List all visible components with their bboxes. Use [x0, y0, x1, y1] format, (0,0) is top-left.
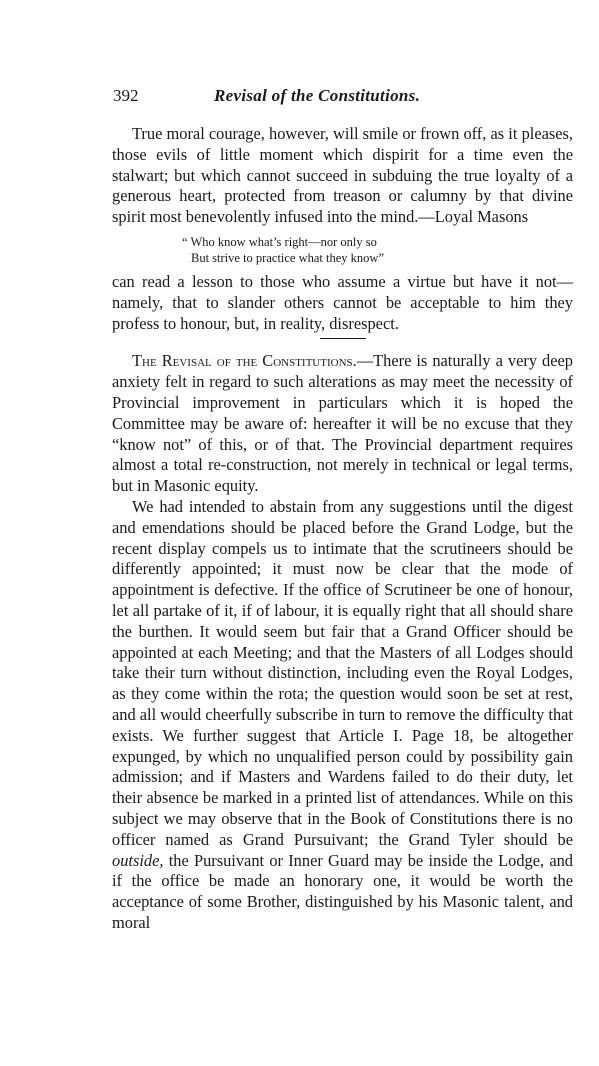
- page-header: [113, 86, 573, 110]
- paragraph-scrutineers: [112, 497, 573, 934]
- paragraph-revisal-text: —There is naturally a very deep anxiety felt in regard to such alterations as may meet the necessity of Provincial improvement in particulars which it is hoped the Committee may be aware of: hereafter it will be no excuse that they “know not” of this, or of that. The Provincial department requires almost a total re-construction, not merely in technical or legal terms, but in Masonic equity.: [112, 351, 573, 496]
- section-divider: [320, 338, 366, 339]
- page-number: 392: [113, 86, 139, 105]
- verse-quotation: [182, 234, 573, 266]
- paragraph-scrutineers-text-a: We had intended to abstain from any suggestions until the digest and emendations should be placed before the Grand Lodge, but the recent display compels us to intimate that the scrutineers should be differently appointed; it must now be clear that the mode of appointment is defective. If the office of Scrutineer be one of honour, let all partake of it, if of labour, it is equally right that all should share the burthen. It would seem but fair that a Grand Officer should be appointed at each Meeting; and that the Masters of all Lodges should take their turn without distinction, including even the Royal Lodges, as they come within the rota; the question would soon be set at rest, and all would cheerfully subscribe in turn to remove the difficulty that exists. We further suggest that Article I. Page 18, be altogether expunged, by which no unqualified person could by possibility gain admission; and if Masters and Wardens failed to do their duty, let their absence be marked in a printed list of attendances. While on this subject we may observe that in the Book of Constitutions there is no officer named as Grand Pursuivant; the Grand Tyler should be: [112, 496, 573, 849]
- paragraph-courage: True moral courage, however, will smile or frown off, as it pleases, those evils of little moment which dispirit for a time even the stalwart; but which cannot succeed in subduing the true loyalty of a generous heart, protected from treason or calumny by that divine spirit most benevolently infused into the mind.—Loyal Masons: [112, 124, 573, 227]
- quote-line-1: “ Who know what’s right—nor only so: [182, 234, 377, 249]
- running-title: Revisal of the Constitutions.: [214, 86, 421, 105]
- paragraph-revisal: [112, 351, 573, 497]
- emphasis-outside: outside,: [112, 850, 164, 870]
- quote-line-2: But strive to practice what they know”: [191, 250, 384, 265]
- body-text: [112, 124, 573, 934]
- paragraph-lesson: can read a lesson to those who assume a virtue but have it not—namely, that to slander others cannot be acceptable to him they profess to honour, but, in reality, disrespect.: [112, 271, 573, 333]
- section-heading: The Revisal of the Constitutions.: [132, 351, 357, 371]
- paragraph-scrutineers-text-b: the Pursuivant or Inner Guard may be inside the Lodge, and if the office be made an honorary one, it would be worth the acceptance of some Brother, distinguished by his Masonic talent, and moral: [112, 850, 573, 932]
